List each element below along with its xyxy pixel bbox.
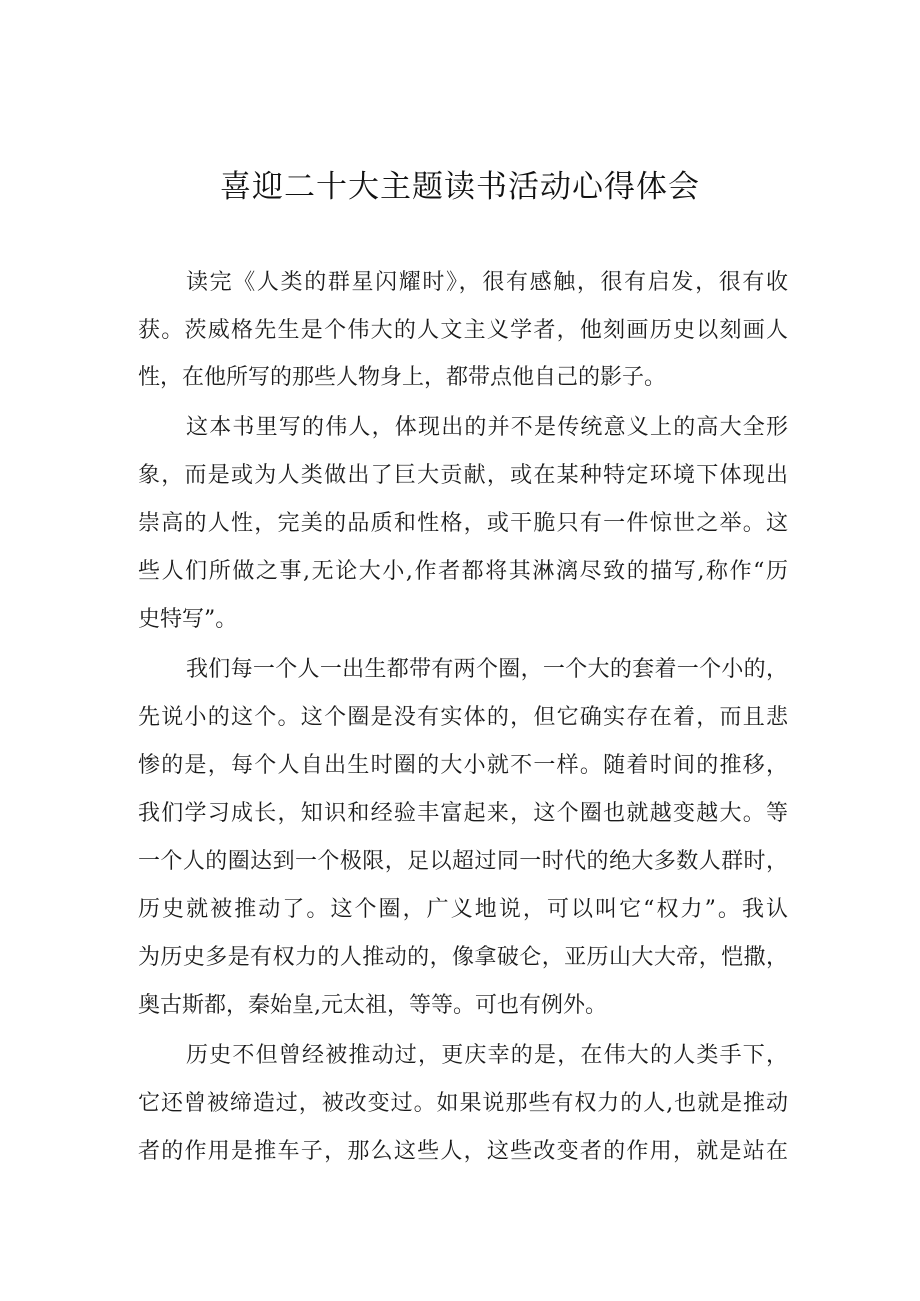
paragraph-line: 些人们所做之事,无论大小,作者都将其淋漓尽致的描写,称作“历 xyxy=(138,559,788,584)
paragraph-line: 历史不但曾经被推动过，更庆幸的是，在伟大的人类手下， xyxy=(186,1043,788,1068)
paragraph-line: 为历史多是有权力的人推动的，像拿破仑，亚历山大大帝，恺撒， xyxy=(138,945,788,970)
paragraph-line: 象，而是或为人类做出了巨大贡献，或在某种特定环境下体现出 xyxy=(138,463,788,488)
paragraph-line: 读完《人类的群星闪耀时》，很有感触，很有启发，很有收 xyxy=(186,270,788,295)
paragraph-line: 这本书里写的伟人，体现出的并不是传统意义上的高大全形 xyxy=(186,415,788,440)
paragraph-line: 获。茨威格先生是个伟大的人文主义学者，他刻画历史以刻画人 xyxy=(138,318,788,343)
paragraph-line: 它还曾被缔造过，被改变过。如果说那些有权力的人,也就是推动 xyxy=(138,1091,788,1116)
paragraph-line: 性，在他所写的那些人物身上，都带点他自己的影子。 xyxy=(138,365,667,390)
paragraph-line: 奥古斯都，秦始皇,元太祖，等等。可也有例外。 xyxy=(138,993,607,1018)
paragraph-line: 一个人的圈达到一个极限，足以超过同一时代的绝大多数人群时， xyxy=(138,849,788,874)
paragraph-line: 崇高的人性，完美的品质和性格，或干脆只有一件惊世之举。这 xyxy=(138,511,788,536)
paragraph-line: 先说小的这个。这个圈是没有实体的，但它确实存在着，而且悲 xyxy=(138,705,788,730)
paragraph-line: 我们每一个人一出生都带有两个圈，一个大的套着一个小的， xyxy=(186,657,788,682)
paragraph-line: 惨的是，每个人自出生时圈的大小就不一样。随着时间的推移， xyxy=(138,753,788,778)
paragraph-line: 者的作用是推车子，那么这些人，这些改变者的作用，就是站在 xyxy=(138,1139,788,1164)
paragraph-line: 历史就被推动了。这个圈，广义地说，可以叫它“权力”。我认 xyxy=(138,897,788,922)
page-title: 喜迎二十大主题读书活动心得体会 xyxy=(220,169,700,205)
paragraph-line: 史特写”。 xyxy=(138,607,238,632)
paragraph-line: 我们学习成长，知识和经验丰富起来，这个圈也就越变越大。等 xyxy=(138,801,788,826)
